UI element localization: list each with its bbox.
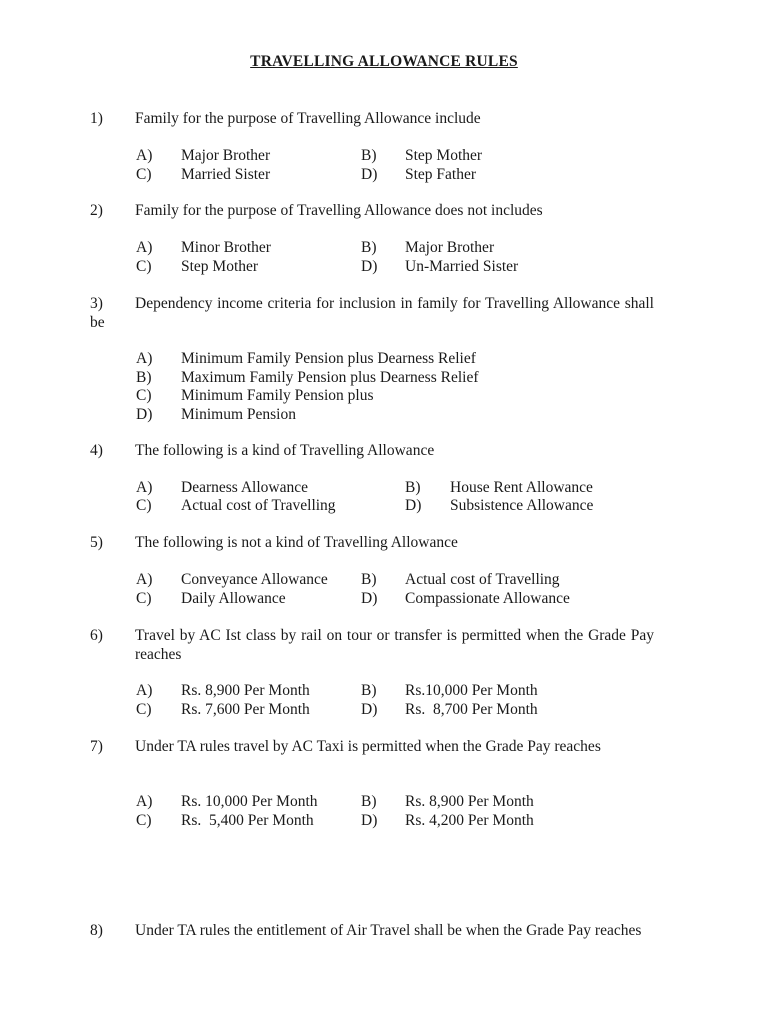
option-letter: B) — [361, 239, 377, 256]
question-number: 5) — [90, 534, 103, 551]
option-text: Step Father — [405, 166, 477, 183]
option-text: Major Brother — [405, 239, 495, 256]
option-text: Subsistence Allowance — [450, 497, 594, 514]
option-text: Actual cost of Travelling — [405, 571, 560, 588]
option-letter: C) — [136, 387, 152, 404]
option-text: Minimum Family Pension plus Dearness Relief — [181, 350, 476, 367]
option-text: Actual cost of Travelling — [181, 497, 336, 514]
option-text: Rs. 8,900 Per Month — [181, 682, 310, 699]
option-text: Married Sister — [181, 166, 271, 183]
option-letter: C) — [136, 497, 152, 514]
question-text: Under TA rules the entitlement of Air Travel shall be when the Grade Pay reaches — [135, 922, 642, 939]
question-5 — [90, 534, 654, 553]
question-2 — [90, 202, 654, 221]
option-text: Step Mother — [181, 258, 259, 275]
option-text: Rs. 8,700 Per Month — [405, 701, 538, 718]
question-text: Travel by AC Ist class by rail on tour or transfer is permitted when the Grade Pay reaches — [135, 627, 654, 663]
question-number: 6) — [90, 627, 103, 644]
option-letter: D) — [405, 497, 422, 514]
option-text: Minimum Family Pension plus — [181, 387, 374, 404]
option-letter: C) — [136, 812, 152, 829]
page-title: TRAVELLING ALLOWANCE RULES — [250, 53, 518, 70]
option-text: Un-Married Sister — [405, 258, 519, 275]
option-text: Minor Brother — [181, 239, 271, 256]
option-text: Rs. 10,000 Per Month — [181, 793, 318, 810]
option-letter: D) — [361, 812, 378, 829]
option-letter: A) — [136, 479, 153, 496]
option-letter: B) — [405, 479, 421, 496]
question-number: 7) — [90, 738, 103, 755]
option-text: Rs. 5,400 Per Month — [181, 812, 314, 829]
question-number: 2) — [90, 202, 103, 219]
option-letter: D) — [136, 406, 153, 423]
question-4 — [90, 442, 654, 461]
question-text — [90, 295, 654, 332]
question-text: Family for the purpose of Travelling Allowance does not includes — [135, 202, 543, 219]
question-6 — [90, 627, 654, 664]
option-letter: B) — [361, 793, 377, 810]
question-3 — [90, 295, 654, 332]
option-text: Minimum Pension — [181, 406, 296, 423]
option-letter: C) — [136, 258, 152, 275]
option-letter: D) — [361, 258, 378, 275]
question-text: The following is not a kind of Travelling Allowance — [135, 534, 458, 551]
option-letter: D) — [361, 590, 378, 607]
option-letter: A) — [136, 571, 153, 588]
option-letter: B) — [361, 571, 377, 588]
question-number: 4) — [90, 442, 103, 459]
option-letter: D) — [361, 166, 378, 183]
option-text: Compassionate Allowance — [405, 590, 570, 607]
question-body: Dependency income criteria for inclusion in family for Travelling Allowance shall be — [90, 295, 654, 331]
option-letter: B) — [136, 369, 152, 386]
option-letter: B) — [361, 682, 377, 699]
question-1 — [90, 110, 654, 129]
option-text: Rs. 8,900 Per Month — [405, 793, 534, 810]
option-letter: C) — [136, 701, 152, 718]
question-number: 3) — [90, 295, 103, 312]
option-letter: B) — [361, 147, 377, 164]
option-text: Conveyance Allowance — [181, 571, 328, 588]
option-letter: A) — [136, 350, 153, 367]
question-number: 8) — [90, 922, 103, 939]
question-text: Family for the purpose of Travelling Allowance include — [135, 110, 481, 127]
question-7 — [90, 738, 654, 757]
question-8 — [90, 922, 654, 941]
option-letter: A) — [136, 682, 153, 699]
option-text: House Rent Allowance — [450, 479, 593, 496]
option-text: Rs. 7,600 Per Month — [181, 701, 310, 718]
question-number: 1) — [90, 110, 103, 127]
option-text: Rs.10,000 Per Month — [405, 682, 538, 699]
option-letter: A) — [136, 239, 153, 256]
question-text: Under TA rules travel by AC Taxi is permitted when the Grade Pay reaches — [135, 738, 601, 755]
option-letter: A) — [136, 147, 153, 164]
option-text: Daily Allowance — [181, 590, 286, 607]
option-text: Step Mother — [405, 147, 483, 164]
option-letter: D) — [361, 701, 378, 718]
option-letter: C) — [136, 590, 152, 607]
option-text: Rs. 4,200 Per Month — [405, 812, 534, 829]
option-text: Major Brother — [181, 147, 271, 164]
question-text: The following is a kind of Travelling Allowance — [135, 442, 435, 459]
option-text: Maximum Family Pension plus Dearness Relief — [181, 369, 479, 386]
option-letter: A) — [136, 793, 153, 810]
option-text: Dearness Allowance — [181, 479, 308, 496]
option-letter: C) — [136, 166, 152, 183]
